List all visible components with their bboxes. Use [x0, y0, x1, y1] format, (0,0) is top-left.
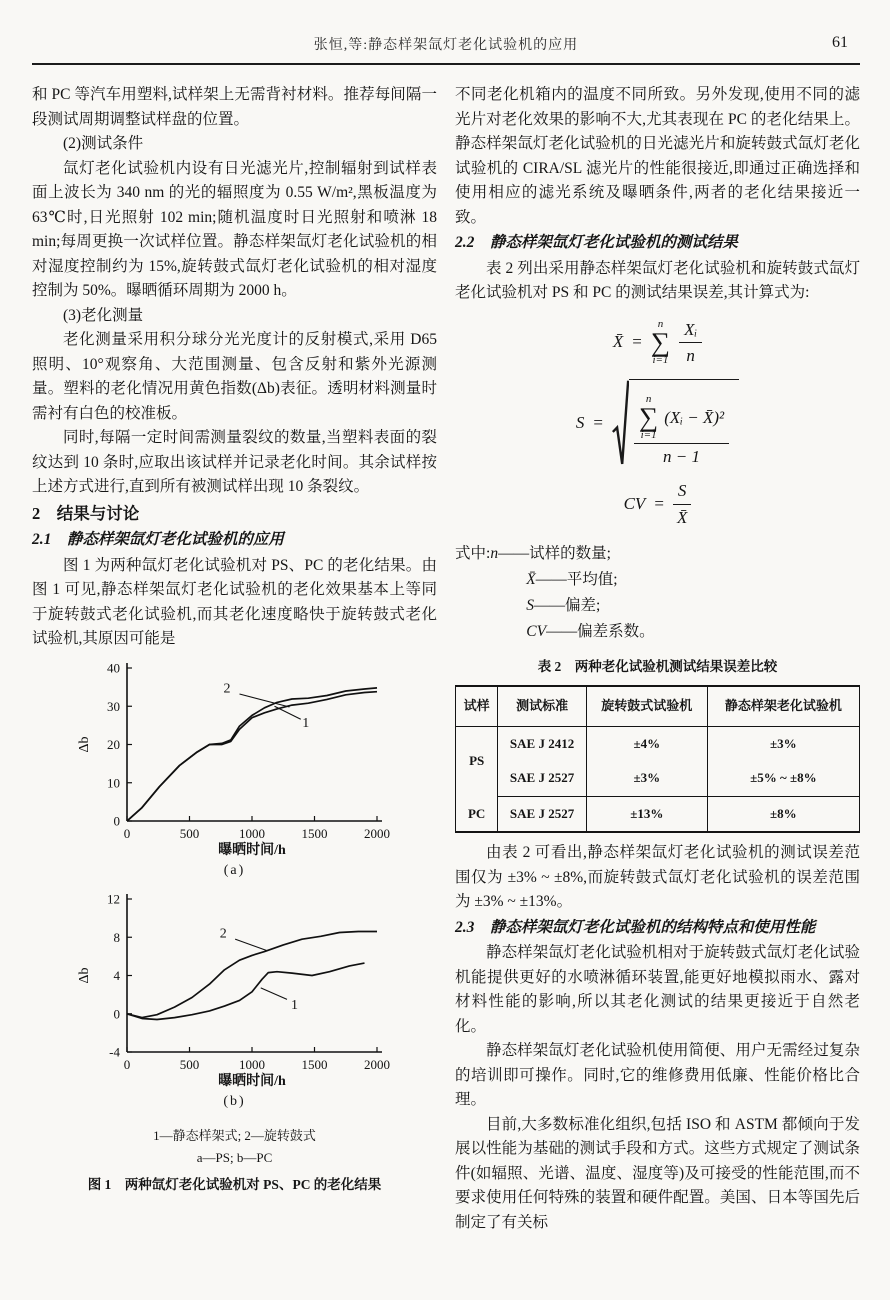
table-row — [456, 796, 860, 832]
paragraph: 图 1 为两种氙灯老化试验机对 PS、PC 的老化结果。由图 1 可见,静态样架氙灯老化试验机的老化效果基本上等同于旋转鼓式老化试验机,而其老化速度略快于旋转鼓式老化试验机,其原因可能是 — [32, 556, 437, 647]
x-tick-label: 0 — [123, 825, 130, 841]
cell-standard: SAE J 2527 — [498, 796, 587, 832]
y-tick-label: 30 — [106, 698, 120, 714]
figure-1b — [70, 887, 400, 1115]
dash: —— — [546, 622, 578, 640]
fraction-numerator: S — [677, 481, 687, 501]
cell-sample: PS — [456, 726, 498, 796]
y-axis-label: Δb — [76, 735, 92, 753]
column-header: 试样 — [456, 686, 498, 726]
formula-lhs: CV — [623, 493, 646, 513]
paragraph: 同时,每隔一定时间需测量裂纹的数量,当塑料表面的裂纹达到 10 条时,应取出该试样并记录老化时间。其余试样按上述方式进行,直到所有被测试样出现 10 条裂纹。 — [32, 429, 437, 495]
line-chart-b — [75, 887, 395, 1092]
x-tick-label: 1000 — [238, 825, 265, 841]
sigma-operator — [639, 394, 658, 441]
square-root — [612, 379, 739, 467]
series-curve — [127, 687, 377, 820]
x-tick-label: 1500 — [301, 825, 327, 841]
column-header: 测试标准 — [498, 686, 587, 726]
radical-sign — [612, 379, 629, 467]
definition-line — [455, 593, 860, 619]
x-tick-label: 1500 — [301, 1057, 327, 1072]
series-curve — [127, 932, 377, 1018]
table-row — [456, 726, 860, 761]
annotation-leader — [235, 939, 267, 950]
sigma-lower: i=1 — [652, 353, 669, 366]
list-item-heading: (2)测试条件 — [63, 135, 144, 152]
running-title: 张恒,等:静态样架氙灯老化试验机的应用 — [313, 38, 579, 53]
y-tick-label: 40 — [106, 660, 120, 675]
x-tick-label: 2000 — [363, 825, 390, 841]
annotation-leader — [260, 988, 286, 999]
chart-b-tag: (b) — [223, 1094, 246, 1109]
cell-rotary-error: ±3% — [586, 761, 707, 796]
paragraph: 静态样架氙灯老化试验机相对于旋转鼓式氙灯老化试验机能提供更好的水喷淋循环装置,能更好地模拟雨水、露对材料性能的影响,所以其老化测试的结果更接近于自然老化。 — [455, 944, 860, 1035]
y-tick-label: -4 — [108, 1044, 120, 1060]
cell-standard: SAE J 2412 — [498, 726, 587, 761]
equals-sign: = — [632, 332, 642, 351]
dash: —— — [498, 544, 530, 562]
curve-label: 1 — [290, 998, 298, 1014]
x-tick-label: 2000 — [363, 1057, 390, 1072]
definition-text: 偏差; — [565, 596, 601, 614]
subsection-heading: 2.2 静态样架氙灯老化试验机的测试结果 — [455, 234, 738, 251]
table-row — [456, 761, 860, 796]
table-header — [456, 686, 860, 726]
figure-legend-line: a—PS; b—PC — [196, 1149, 273, 1165]
y-tick-label: 0 — [113, 1006, 120, 1022]
formula-lhs: S — [575, 412, 585, 432]
equals-sign: = — [593, 412, 603, 432]
fraction — [634, 394, 729, 467]
dash: —— — [535, 570, 567, 588]
series-curve — [127, 691, 377, 820]
fraction-numerator: Xᵢ — [684, 319, 698, 339]
definition-text: 平均值; — [566, 570, 618, 588]
equals-sign: = — [654, 493, 664, 513]
cell-rotary-error: ±13% — [586, 796, 707, 832]
definition-text: 试样的数量; — [529, 544, 611, 562]
y-tick-label: 20 — [106, 736, 120, 752]
figure-legend-line: 1—静态样架式; 2—旋转鼓式 — [153, 1127, 316, 1143]
x-tick-label: 500 — [179, 1057, 199, 1072]
definition-text: 偏差系数。 — [577, 622, 655, 640]
table-2 — [455, 685, 860, 833]
paragraph: 和 PC 等汽车用塑料,试样架上无需背衬材料。推荐每间隔一段测试周期调整试样盘的位置。 — [32, 86, 437, 128]
x-axis-label: 曝晒时间/h — [217, 842, 286, 858]
x-tick-label: 0 — [123, 1057, 130, 1072]
symbol: n — [490, 544, 499, 562]
subsection-heading: 2.1 静态样架氙灯老化试验机的应用 — [32, 531, 284, 548]
where-prefix: 式中: — [455, 544, 491, 562]
paragraph: 老化测量采用积分球分光光度计的反射模式,采用 D65 照明、10°观察角、大范围测量、包含反射和紫外光源测量。塑料的老化情况用黄色指数(Δb)表征。透明材料测量时需衬有白色的校准板。 — [32, 331, 437, 422]
paragraph: 表 2 列出采用静态样架氙灯老化试验机和旋转鼓式氙灯老化试验机对 PS 和 PC 的测试结果误差,其计算式为: — [455, 259, 860, 301]
symbol-definitions — [455, 541, 860, 645]
symbol: CV — [526, 622, 547, 640]
paragraph: 目前,大多数标准化组织,包括 ISO 和 ASTM 都倾向于发展以性能为基础的测试手段和方式。这些方式规定了测试条件(如辐照、光谱、温度、湿度等)及可接受的性能范围,而不要求使用任何特殊的装置和硬件配置。美国、日本等国先后制定了有关标 — [455, 1115, 860, 1231]
table-title: 表 2 两种老化试验机测试结果误差比较 — [537, 658, 778, 674]
paragraph: 由表 2 可看出,静态样架氙灯老化试验机的测试误差范围仅为 ±3% ~ ±8%,而旋转鼓式氙灯老化试验机的误差范围为 ±3% ~ ±13%。 — [455, 844, 860, 911]
running-header — [32, 34, 860, 58]
definition-line — [455, 541, 860, 567]
formula-lhs: X̄ — [612, 332, 624, 351]
sigma-upper: n — [645, 393, 652, 405]
dash: —— — [534, 596, 566, 614]
x-tick-label: 500 — [179, 825, 199, 841]
fraction-denominator: n — [686, 345, 695, 365]
curve-label: 2 — [219, 926, 227, 942]
figure-1a — [70, 656, 400, 884]
fraction — [679, 319, 702, 367]
page-number: 61 — [832, 34, 848, 51]
fraction — [673, 480, 692, 528]
curve-label: 2 — [223, 681, 230, 697]
chart-a-tag: (a) — [223, 862, 246, 878]
fraction-numerator: (Xᵢ − X̄)² — [664, 407, 725, 427]
cell-static-error: ±3% — [707, 726, 859, 761]
sigma-glyph: ∑ — [638, 402, 659, 432]
figure-caption — [32, 1125, 437, 1198]
y-tick-label: 12 — [106, 891, 120, 907]
cell-sample: PC — [456, 796, 498, 832]
column-header: 静态样架老化试验机 — [707, 686, 859, 726]
two-column-layout — [32, 83, 860, 1235]
y-tick-label: 10 — [106, 774, 120, 790]
cell-rotary-error: ±4% — [586, 726, 707, 761]
list-item-heading: (3)老化测量 — [63, 306, 144, 324]
section-heading: 2 结果与讨论 — [32, 503, 140, 523]
subsection-heading: 2.3 静态样架氙灯老化试验机的结构特点和使用性能 — [455, 918, 816, 936]
formula-deviation — [455, 379, 860, 467]
x-tick-label: 1000 — [238, 1057, 265, 1072]
series-curve — [127, 963, 365, 1019]
formula-block — [455, 319, 860, 528]
formula-cv — [455, 480, 860, 528]
definition-line — [455, 619, 860, 645]
paragraph: 氙灯老化试验机内设有日光滤光片,控制辐射到试样表面上波长为 340 nm 的光的辐照度为 0.55 W/m²,黑板温度为 63℃时,日光照射 102 min;随机温度时日光照射和喷淋 18 min;每周更换一次试样位置。静态样架氙灯老化试验机的相对湿度控制约为 15%,旋转鼓式氙灯老化试验机的相对湿度控制为 50%。曝晒循环周期为 2000 h。 — [32, 159, 437, 299]
definition-line — [455, 567, 860, 593]
line-chart-a — [75, 656, 395, 861]
cell-static-error: ±8% — [707, 796, 859, 832]
formula-mean — [455, 319, 860, 367]
y-tick-label: 0 — [113, 813, 120, 828]
y-tick-label: 4 — [113, 968, 120, 983]
sigma-operator — [651, 319, 670, 366]
table-body — [456, 726, 860, 832]
fraction-denominator: n − 1 — [663, 447, 701, 466]
symbol: S — [526, 596, 535, 614]
cell-static-error: ±5% ~ ±8% — [707, 761, 859, 796]
column-header: 旋转鼓式试验机 — [586, 686, 707, 726]
paragraph: 不同老化机箱内的温度不同所致。另外发现,使用不同的滤光片对老化效果的影响不大,尤其表现在 PC 的老化结果上。静态样架氙灯老化试验机的日光滤光片和旋转鼓式氙灯老化试验机的 CIRA/SL 滤光片的性能很接近,即通过正确选择和使用相应的滤光系统及曝晒条件,两者的老化结果接近一致。 — [455, 86, 860, 226]
sigma-upper: n — [657, 317, 664, 330]
cell-standard: SAE J 2527 — [498, 761, 587, 796]
sigma-glyph: ∑ — [650, 326, 671, 357]
left-column — [32, 83, 437, 1235]
fraction-denominator: X̄ — [676, 507, 688, 527]
paragraph: 静态样架氙灯老化试验机使用简便、用户无需经过复杂的培训即可操作。同时,它的维修费用低廉、性能价格比合理。 — [455, 1042, 860, 1109]
sigma-lower: i=1 — [640, 429, 657, 441]
x-axis-label: 曝晒时间/h — [217, 1074, 286, 1089]
y-axis-label: Δb — [76, 967, 92, 984]
header-rule — [32, 63, 860, 65]
annotation-leader — [274, 706, 300, 719]
figure-caption-text: 图 1 两种氙灯老化试验机对 PS、PC 的老化结果 — [87, 1176, 382, 1192]
right-column — [455, 83, 860, 1235]
symbol: X̄ — [526, 570, 536, 588]
curve-label: 1 — [301, 715, 309, 731]
y-tick-label: 8 — [113, 929, 120, 945]
